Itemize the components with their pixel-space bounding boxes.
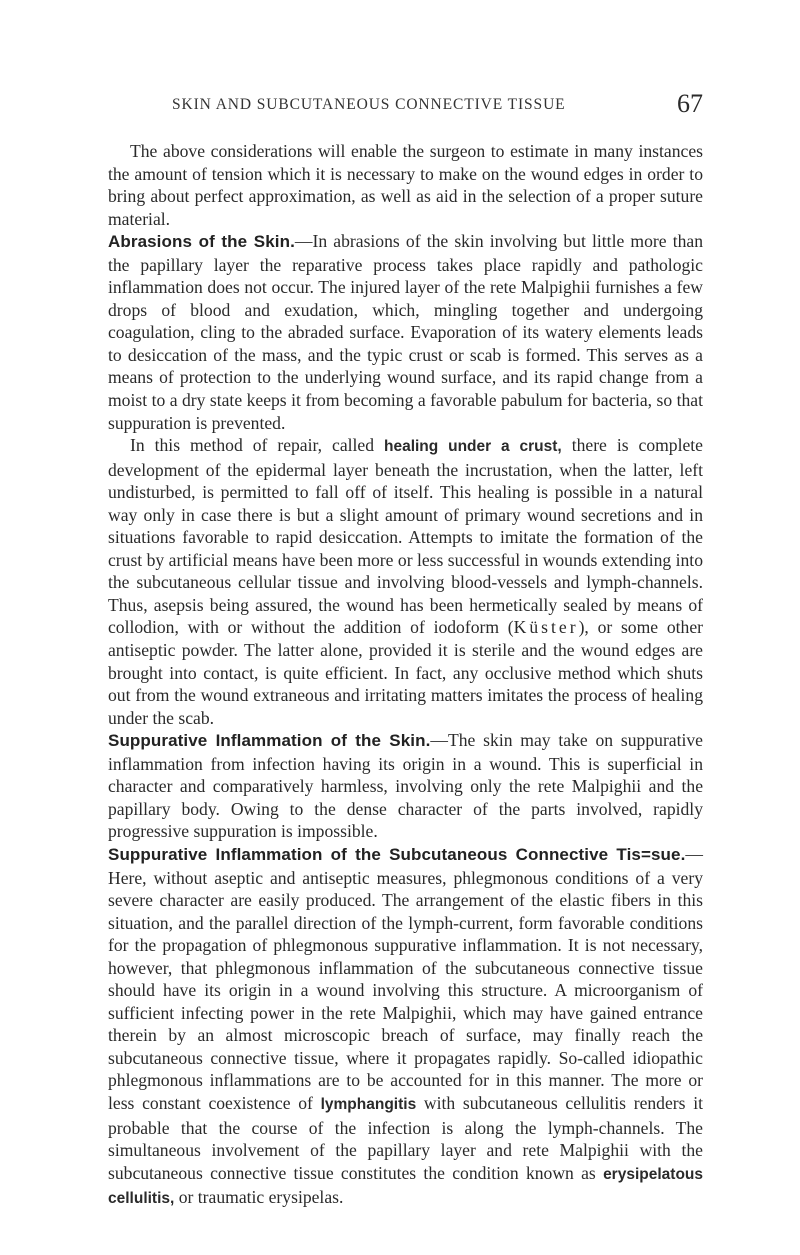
author-name: Küster bbox=[513, 617, 579, 638]
section-heading-abrasions: Abrasions of the Skin. bbox=[108, 232, 295, 252]
paragraph-healing-under-crust bbox=[108, 434, 703, 729]
running-head: SKIN AND SUBCUTANEOUS CONNECTIVE TISSUE bbox=[172, 96, 566, 113]
paragraph-text: The above considerations will enable the surgeon to estimate in many instances the amount of tension which it is necessary to make on the wound edges in order to bring about perfect approximation, as well as aid in the selection of a proper suture material. bbox=[108, 141, 703, 229]
section-heading-suppurative-skin: Suppurative Inflammation of the Skin. bbox=[108, 731, 431, 751]
paragraph-text: —Here, without aseptic and antiseptic measures, phlegmonous conditions of a very severe character are easily produced. The arrangement of the elastic fibers in this situation, and the parallel direction of the lymph-current, form favorable conditions for the propagation of phlegmonous suppurative inflammation. It is not necessary, however, that phlegmonous inflammation of the subcutaneous connective tissue should have its origin in a wound involving this structure. A microorganism of sufficient infecting power in the rete Malpighii, which may have gained entrance therein by an almost microscopic breach of surface, may finally reach the subcutaneous connective tissue, where it propagates rapidly. So-called idiopathic phlegmonous inflammations are to be accounted for in this manner. The more or less constant coexistence of bbox=[108, 843, 703, 1113]
emphasis-lymphangitis: lymphangitis bbox=[320, 1095, 417, 1113]
emphasis-erysipelatous-cellulitis: erysipelatous cellulitis, bbox=[108, 1165, 703, 1208]
emphasis-healing-under-crust: healing under a crust, bbox=[383, 438, 562, 456]
section-heading-suppurative-subcutaneous: Suppurative Inflammation of the Subcutaneous Connective Tis=sue. bbox=[108, 844, 686, 864]
paragraph-sutures bbox=[108, 140, 703, 230]
paragraph-text: there is complete development of the epidermal layer beneath the incrustation, when the latter, left undisturbed, is permitted to fall off of itself. This healing is possible in a natural way only in case there is but a slight amount of primary wound secretions and in situations favorable to rapid desiccation. Attempts to imitate the formation of the crust by artificial means have been more or less successful in wounds extending into the subcutaneous cellular tissue and involving blood-vessels and lymph-channels. Thus, asepsis being assured, the wound has been hermetically sealed by means of collodion, with or without the addition of iodoform ( bbox=[108, 435, 703, 638]
paragraph-text: In this method of repair, called bbox=[130, 435, 384, 456]
paragraph-text: —In abrasions of the skin involving but little more than the papillary layer the reparative process takes place rapidly and pathologic inflammation does not occur. The injured layer of the rete Malpighii furnishes a few drops of blood and exudation, which, mingling together and undergoing coagulation, cling to the abraded surface. Evaporation of its watery elements leads to desiccation of the mass, and the typic crust or scab is formed. This serves as a means of protection to the underlying wound surface, and its rapid change from a moist to a dry state keeps it from becoming a favorable pabulum for bacteria, so that suppuration is prevented. bbox=[108, 231, 703, 433]
page-number: 67 bbox=[677, 89, 703, 118]
paragraph-suppurative-skin bbox=[108, 729, 703, 843]
paragraph-text: with subcutaneous cellulitis renders it probable that the course of the infection is along the lymph-channels. The simultaneous involvement of the papillary layer and rete Malpighii with the subcutaneous connective tissue constitutes the condition known as bbox=[108, 1092, 703, 1183]
paragraph-text: —The skin may take on suppurative inflammation from infection having its origin in a wound. This is superficial in character and comparatively harmless, involving only the rete Malpighii and the papillary body. Owing to the dense character of the parts involved, rapidly progressive suppuration is impossible. bbox=[108, 730, 703, 842]
paragraph-text: ), or some other antiseptic powder. The latter alone, provided it is sterile and the wound edges are brought into contact, is quite efficient. In fact, any occlusive method which shuts out from the wound extraneous and irritating matters imitates the process of healing under the scab. bbox=[108, 617, 703, 728]
page-body bbox=[108, 140, 703, 1211]
page-header bbox=[108, 89, 703, 122]
paragraph-abrasions bbox=[108, 230, 703, 434]
paragraph-text: or traumatic erysipelas. bbox=[174, 1187, 344, 1208]
paragraph-suppurative-subcutaneous bbox=[108, 843, 703, 1211]
